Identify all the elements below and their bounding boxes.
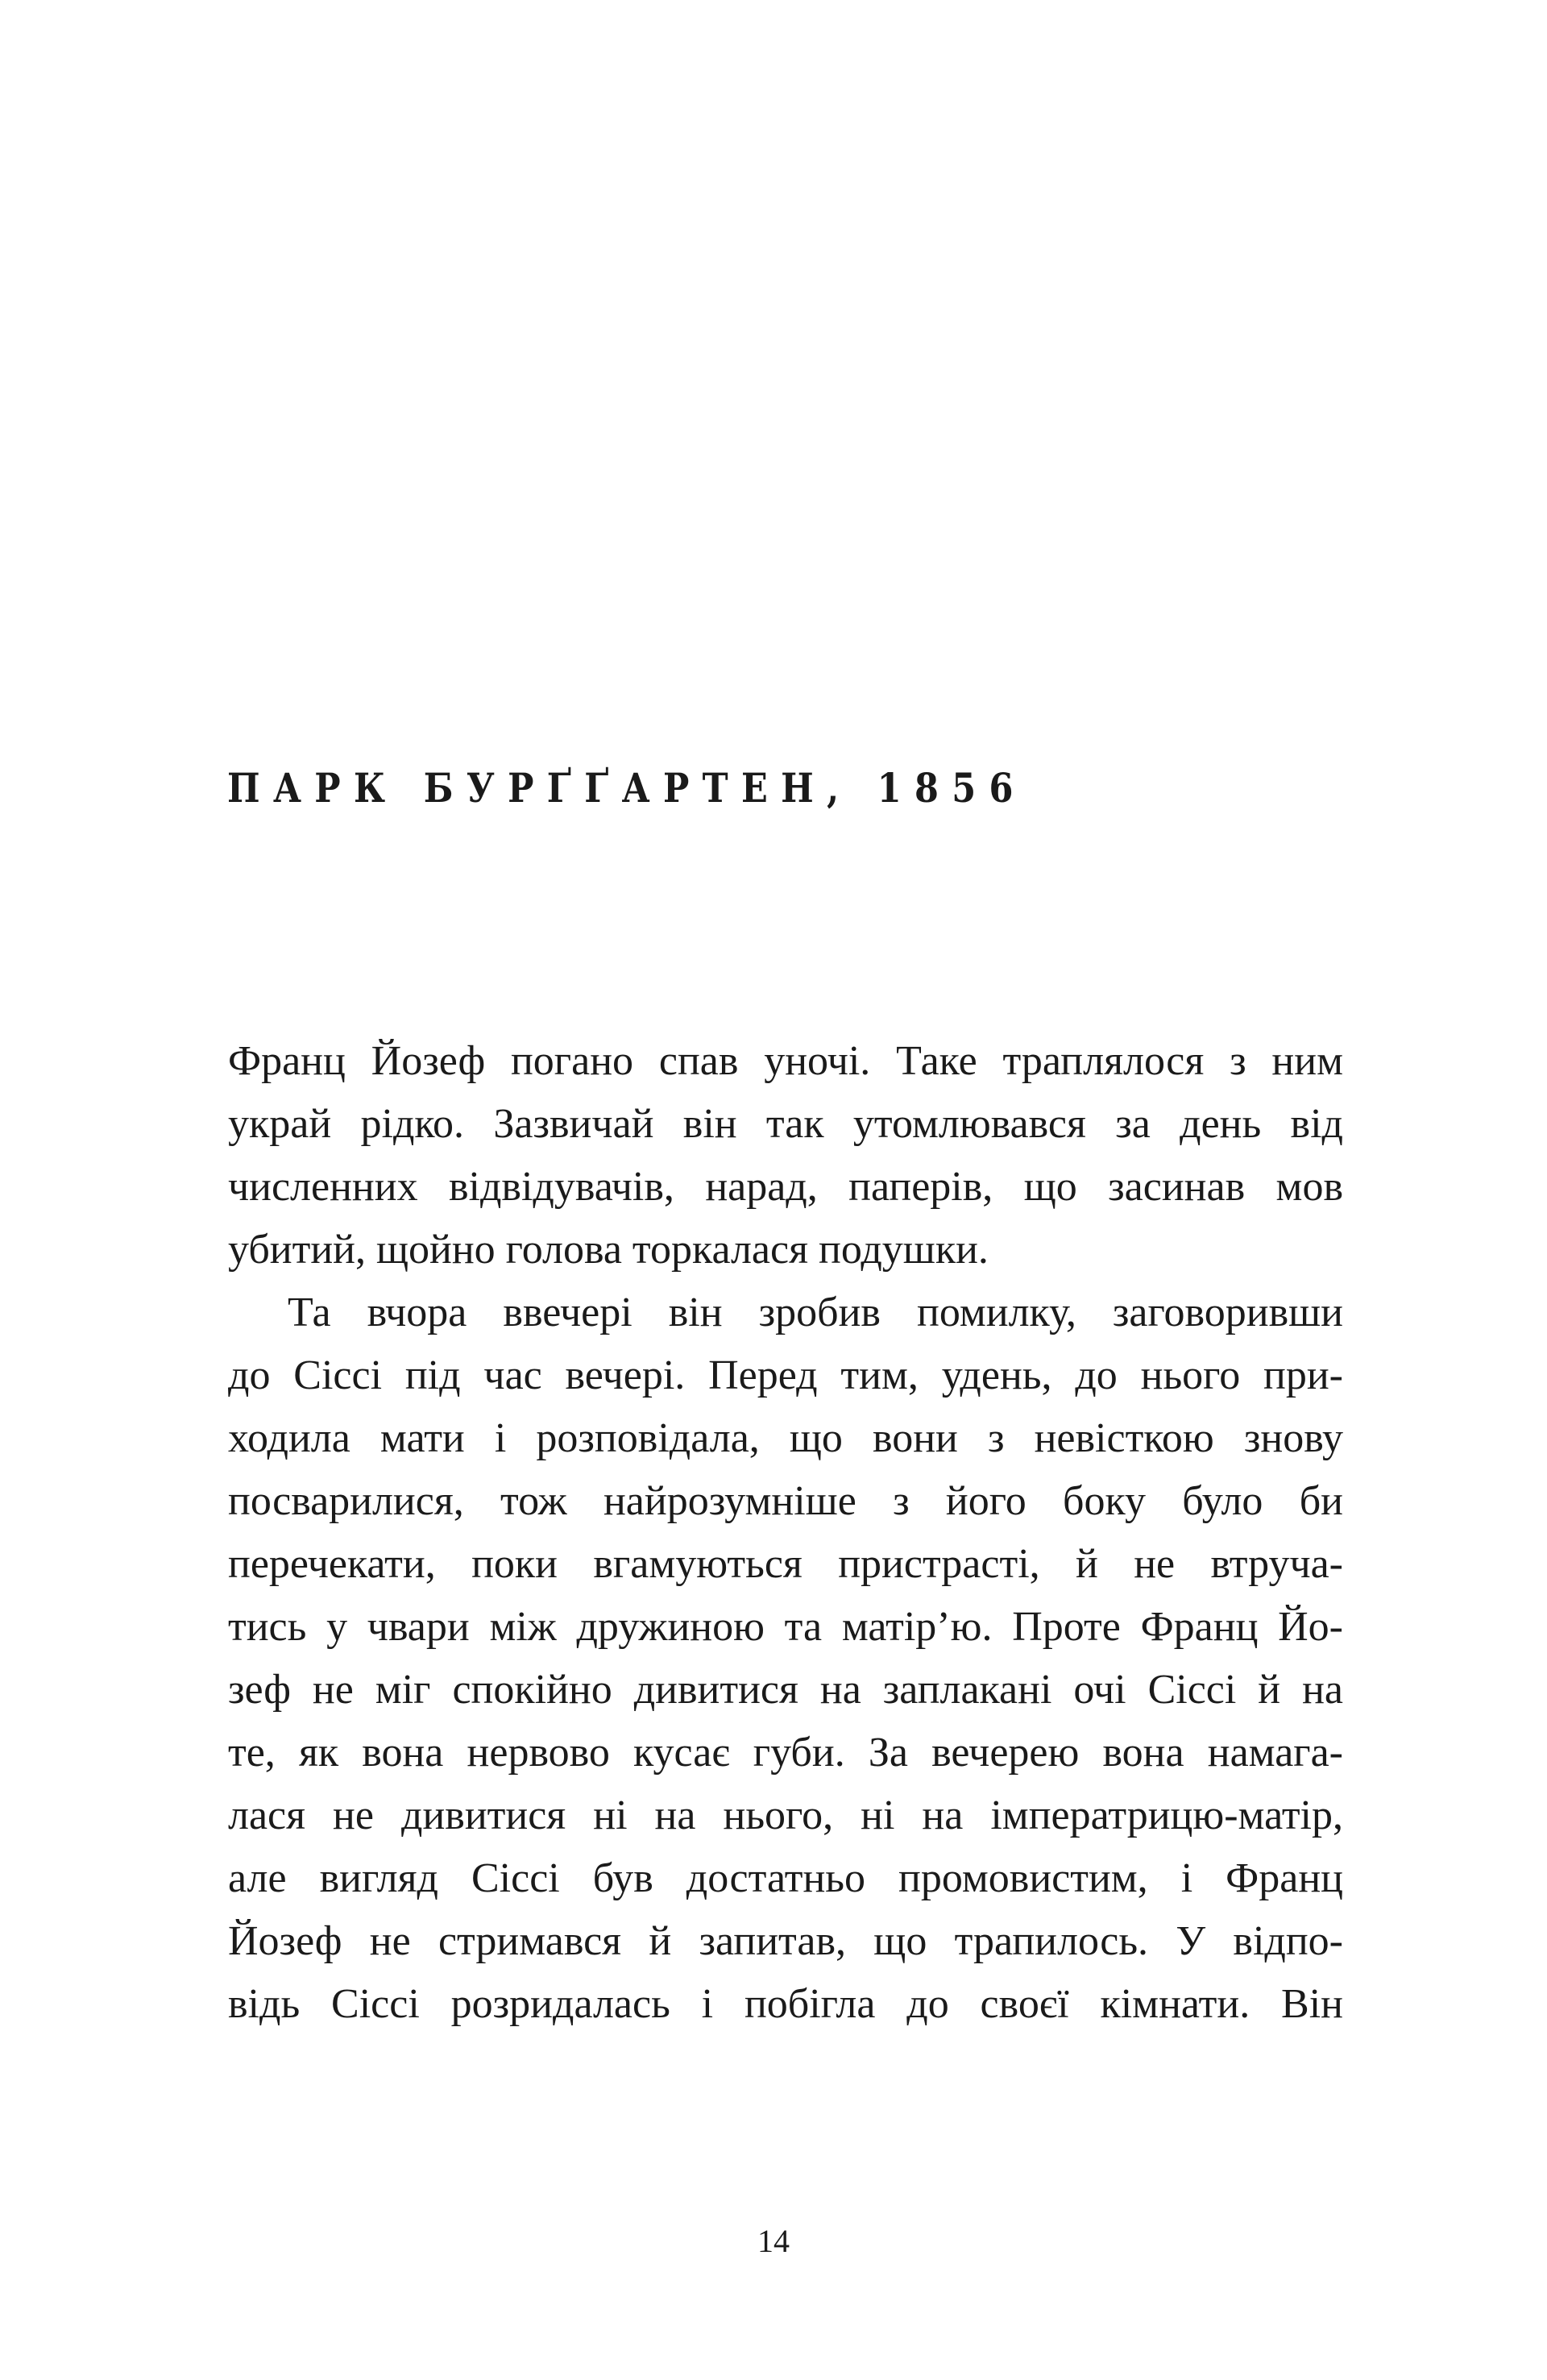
page-number: 14 [757,2223,790,2259]
text-line: Та вчора ввечері він зробив помилку, заговоривши [288,1290,1343,1335]
text-line: ходила мати і розповідала, що вони з невісткою знову [228,1415,1343,1461]
text-line: до Сіссі під час вечері. Перед тим, удень, до нього при- [228,1352,1343,1398]
text-line: посварилися, тож найрозумніше з його боку було би [228,1478,1343,1524]
text-line: Франц Йозеф погано спав уночі. Таке траплялося з ним [228,1038,1343,1084]
text-line: лася не дивитися ні на нього, ні на імператрицю-матір, [228,1792,1343,1838]
text-line: те, як вона нервово кусає губи. За вечерею вона намага- [228,1730,1343,1776]
text-line: численних відвідувачів, нарад, паперів, що засинав мов [228,1164,1343,1210]
text-line: Йозеф не стримався й запитав, що трапилось. У відпо- [228,1918,1343,1964]
text-line: перечекати, поки вгамуються пристрасті, й не втруча- [228,1541,1343,1587]
text-line: зеф не міг спокійно дивитися на заплакані очі Сіссі й на [228,1667,1343,1713]
text-line: відь Сіссі розридалась і побігла до своєї кімнати. Він [228,1981,1343,2027]
text-line: украй рідко. Зазвичай він так утомлювався за день від [228,1101,1343,1147]
text-line: тись у чвари між дружиною та матір’ю. Проте Франц Йо- [228,1604,1343,1650]
body-text [228,1030,1343,2036]
chapter-title: ПАРК БУРҐҐАРТЕН, 1856 [227,764,1026,812]
text-line: убитий, щойно голова торкалася подушки. [228,1227,989,1273]
text-line: але вигляд Сіссі був достатньо промовистим, і Франц [228,1855,1343,1901]
